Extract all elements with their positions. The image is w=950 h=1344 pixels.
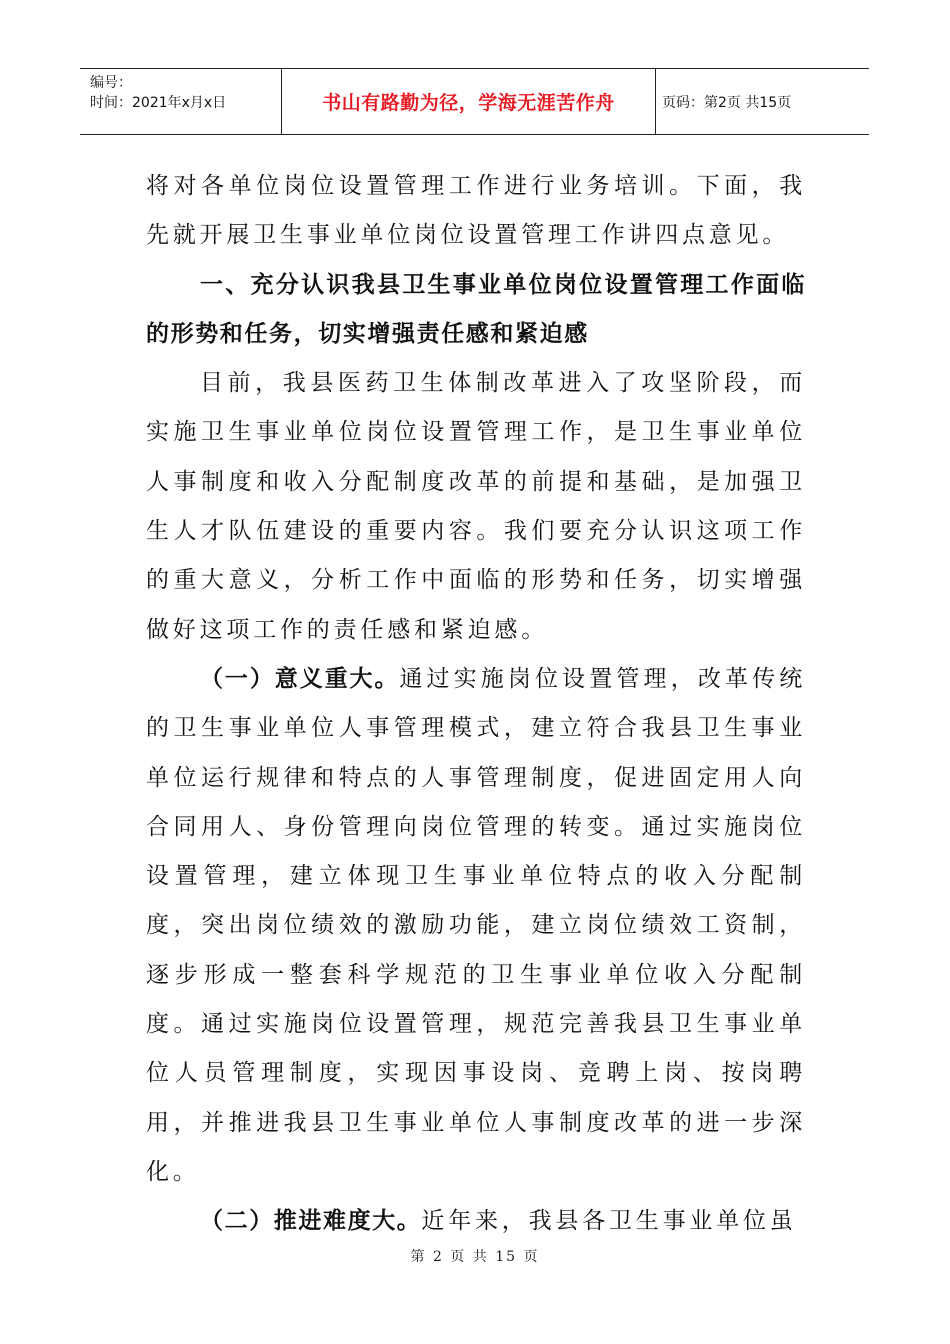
header-page-info: 页码：第2页 共15页 — [662, 94, 792, 111]
paragraph-2: 目前，我县医药卫生体制改革进入了攻坚阶段，而实施卫生事业单位岗位设置管理工作，是卫生事业单位人事制度和收入分配制度改革的前提和基础，是加强卫生人才队伍建设的重要内容。我们要充分认识这项工作的重大意义，分析工作中面临的形势和任务，切实增强做好这项工作的责任感和紧迫感。 — [146, 370, 806, 643]
page-footer: 第 2 页 共 15 页 — [410, 1249, 540, 1265]
paragraph-1: 将对各单位岗位设置管理工作进行业务培训。下面，我先就开展卫生事业单位岗位设置管理工作讲四点意见。 — [146, 173, 806, 249]
subheading-difficulty: （二）推进难度大。 — [200, 1208, 422, 1235]
paragraph-3 — [146, 655, 806, 1197]
header-motto: 书山有路勤为径，学海无涯苦作舟 — [282, 69, 656, 134]
paragraph-3-text: 通过实施岗位设置管理，改革传统的卫生事业单位人事管理模式，建立符合我县卫生事业单位运行规律和特点的人事管理制度，促进固定用人向合同用人、身份管理向岗位管理的转变。通过实施岗位设置管理，建立体现卫生事业单位特点的收入分配制度，突出岗位绩效的激励功能，建立岗位绩效工资制，逐步形成一整套科学规范的卫生事业单位收入分配制度。通过实施岗位设置管理，规范完善我县卫生事业单位人员管理制度，实现因事设岗、竞聘上岗、按岗聘用，并推进我县卫生事业单位人事制度改革的进一步深化。 — [146, 665, 806, 1185]
header-meta-cell — [80, 69, 282, 134]
subheading-significance: （一）意义重大。 — [200, 665, 400, 692]
section-heading-1: 一、充分认识我县卫生事业单位岗位设置管理工作面临的形势和任务，切实增强责任感和紧迫感 — [146, 271, 806, 347]
paragraph-4 — [146, 1197, 806, 1246]
paragraph-4-text: 近年来，我县各卫生事业单位虽 — [421, 1208, 797, 1235]
document-body — [146, 162, 806, 1247]
number-label: 编号： — [90, 75, 132, 91]
time-label: 时间：2021年x月x日 — [90, 95, 227, 111]
document-header — [80, 68, 869, 135]
